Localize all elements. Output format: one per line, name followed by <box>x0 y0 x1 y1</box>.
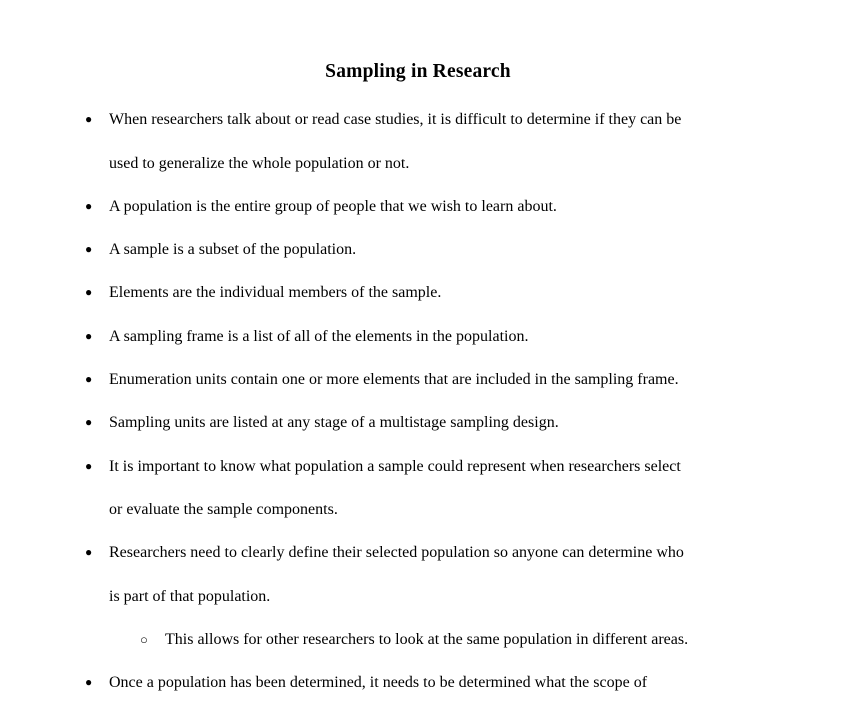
list-item <box>0 358 857 401</box>
bullet-icon: ● <box>85 415 93 430</box>
bullet-icon: ● <box>85 112 93 127</box>
list-item <box>0 401 857 444</box>
bullet-list <box>0 98 857 704</box>
page-title: Sampling in Research <box>325 61 511 82</box>
list-item-line: This allows for other researchers to look at the same population in different areas. <box>165 630 689 648</box>
bullet-icon: ● <box>85 242 93 257</box>
bullet-icon: ● <box>85 285 93 300</box>
bullet-icon: ● <box>85 545 93 560</box>
list-item-line: used to generalize the whole population or not. <box>109 154 410 172</box>
list-item-line: When researchers talk about or read case studies, it is difficult to determine if they can be <box>109 111 682 129</box>
list-item <box>0 185 857 228</box>
list-item <box>0 531 857 618</box>
list-item-line: Researchers need to clearly define their selected population so anyone can determine who <box>109 544 684 562</box>
bullet-icon: ● <box>85 328 93 343</box>
list-item-line: Enumeration units contain one or more elements that are included in the sampling frame. <box>109 371 679 389</box>
bullet-icon: ● <box>85 372 93 387</box>
list-item-line: A sampling frame is a list of all of the elements in the population. <box>109 327 529 345</box>
list-item <box>0 445 857 532</box>
list-item-line: A population is the entire group of people that we wish to learn about. <box>109 197 557 215</box>
list-item <box>0 228 857 271</box>
bullet-icon: ● <box>85 458 93 473</box>
list-item <box>0 271 857 314</box>
list-item-line: It is important to know what population a sample could represent when researchers select <box>109 457 681 475</box>
list-item-line: or evaluate the sample components. <box>109 500 338 518</box>
sub-list-item <box>0 618 857 661</box>
list-item-line: Sampling units are listed at any stage of a multistage sampling design. <box>109 414 559 432</box>
list-item-line: Once a population has been determined, it needs to be determined what the scope of <box>109 674 648 692</box>
list-item-line: Elements are the individual members of the sample. <box>109 284 442 302</box>
circle-bullet-icon: ○ <box>140 631 148 647</box>
bullet-icon: ● <box>85 675 93 690</box>
list-item-line: is part of that population. <box>109 587 271 605</box>
bullet-icon: ● <box>85 198 93 213</box>
list-item <box>0 98 857 185</box>
list-item <box>0 661 857 704</box>
title-row <box>0 0 836 93</box>
list-item <box>0 315 857 358</box>
list-item-line: A sample is a subset of the population. <box>109 241 357 259</box>
